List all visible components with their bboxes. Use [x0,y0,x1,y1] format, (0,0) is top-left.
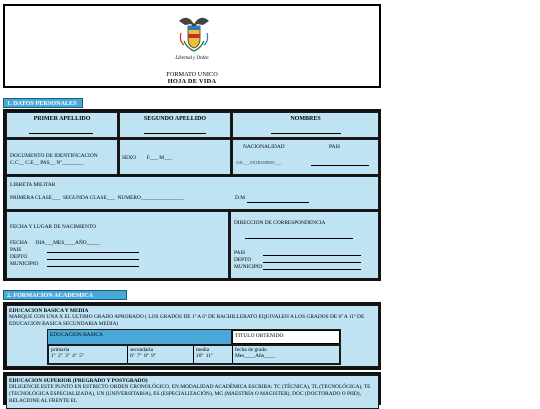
form-header [3,4,381,88]
segundo-apellido-cell[interactable] [119,112,231,138]
primaria-grades[interactable]: 1º 2º 3º 4º 5º [51,353,84,359]
fecha-field: FECHA DIA___MES____AÑO_____ [10,240,101,246]
superior-instructions: DILIGENCIE ESTE PUNTO EN ESTRICTO ORDEN CRONOLÓGICO, EN MODALIDAD ACADÉMICA ESCRIBA: TC (TÉCNICA), TL (TECNOLÓGICA), TE (TECNOLÓGICA ESPECIALIZADA), UN (UNIVERSITARIA), ES (ESPECIALIZACIÓN), MG (MAESTRÍA O MAGISTER), DOC (DOCTORADO O PHD), RELACIONE AL FRENTE EL [9,384,371,404]
pais-label: PAIS [329,144,341,150]
motto: Libertad y Orden [175,56,209,61]
coat-of-arms-icon [177,15,211,55]
dm-label: D.M [235,195,246,201]
sexo-field: SEXO F___ M___ [122,155,173,161]
depto-right-label: DEPTO [234,257,252,263]
basica-header: EDUCACION BASICA [48,330,231,344]
nacimiento-cell[interactable] [6,211,229,279]
basica-instructions: MARQUE CON UNA X EL ULTIMO GRADO APROBADO ( LOS GRADOS DE 1º A 6º DE BACHILLERATO EQUIVALEN A LOS GRADOS DE 6º A 11º DE EDUCACION BASICA SECUNDARIA MEDIA) [9,314,365,327]
form-subtitle: HOJA DE VIDA [167,78,217,85]
primaria-label: primaria [51,347,70,353]
documento-cell[interactable] [6,139,118,175]
primer-apellido-label: PRIMER APELLIDO [33,116,91,122]
nombres-cell[interactable] [232,112,379,138]
documento-label: DOCUMENTO DE IDENTIFICACION [10,153,98,159]
direccion-label: DIRECCION DE CORRESPONDENCIA [234,220,326,226]
pais-right-label: PAIS [234,250,246,256]
municipio-left-label: MUNICIPIO [10,261,39,267]
nacionalidad-cell[interactable] [232,139,379,175]
libreta-militar-cell[interactable] [6,176,379,210]
sexo-cell[interactable] [119,139,231,175]
educacion-basica-panel [3,302,381,370]
basica-title: EDUCACION BASICA Y MEDIA [9,308,89,314]
primer-apellido-cell[interactable] [6,112,118,138]
segundo-apellido-label: SEGUNDO APELLIDO [143,116,207,122]
municipio-right-label: MUNICIPIO [234,264,263,270]
col-extranjero-field: COL___ EXTRANJERO ___ [236,161,282,165]
educacion-superior-panel [3,372,381,405]
nacionalidad-label: NACIONALIDAD [243,144,285,150]
fecha-grado-label: fecha de grado [235,347,267,353]
media-label: media [196,347,210,353]
educacion-basica-cell [6,305,379,367]
documento-options: C.C__ C.E__ PAS__ Nº________ [10,160,84,166]
secundaria-label: secundaria [130,347,154,353]
personal-data-panel [3,109,381,281]
section-title-personal: 1. DATOS PERSONALES [3,98,83,108]
educacion-superior-cell [6,375,379,409]
libreta-clase-field: PRIMERA CLASE___ SEGUNDA CLASE___ NUMERO________________ [10,195,185,201]
form-title: FORMATO UNICO [166,71,218,78]
direccion-cell[interactable] [230,211,379,279]
depto-left-label: DEPTO [10,254,28,260]
section-title-academic: 2. FORMACION ACADEMICA [3,290,127,300]
fecha-lugar-label: FECHA Y LUGAR DE NACIMIENTO [10,224,97,230]
grade-row [48,345,340,364]
media-grades[interactable]: 10º 11º [196,353,213,359]
secundaria-grades[interactable]: 6º 7º 8º 9º [130,353,156,359]
fecha-grado-fields[interactable]: Mes____Año____ [235,353,276,359]
superior-title: EDUCACION SUPERIOR (PREGRADO Y POSTGRADO) [9,378,148,384]
grade-table [47,329,341,365]
nombres-label: NOMBRES [290,116,321,122]
libreta-label: LIBRETA MILITAR [10,182,56,188]
pais-left-label: PAIS [10,247,22,253]
titulo-obtenido[interactable]: TITULO OBTENIDO [232,330,340,344]
